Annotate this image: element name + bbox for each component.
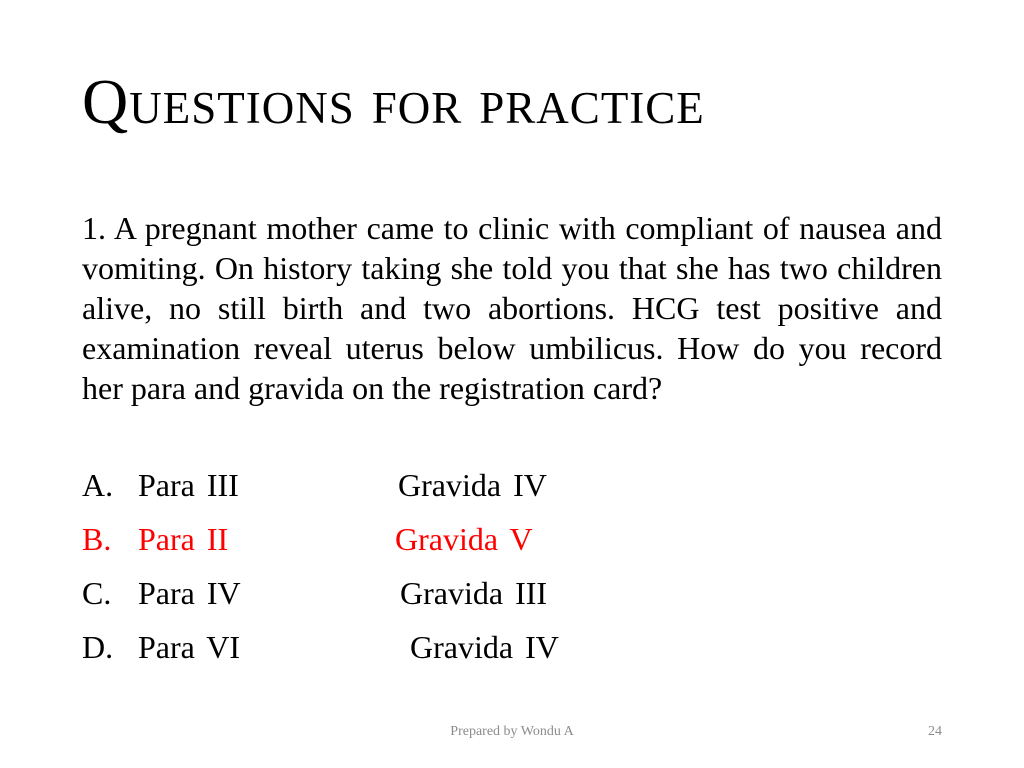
option-gravida: Gravida V [395, 521, 533, 557]
option-letter: D. [82, 629, 114, 665]
option-gravida: Gravida IV [398, 467, 547, 503]
option-para: Para III [138, 467, 239, 503]
option-c [82, 566, 782, 620]
option-b [82, 512, 782, 566]
option-para: Para VI [138, 629, 241, 665]
option-letter: B. [82, 521, 112, 557]
footer-text: Prepared by Wondu A [450, 724, 574, 739]
option-gravida: Gravida IV [410, 629, 559, 665]
option-para: Para II [138, 521, 229, 557]
answer-options [82, 458, 782, 674]
question-text: 1. A pregnant mother came to clinic with compliant of nausea and vomiting. On history taking she told you that she has two children alive, no still birth and two abortions. HCG test positive and examination reveal uterus below umbilicus. How do you record her para and gravida on the registration card? [82, 210, 942, 406]
option-a [82, 458, 782, 512]
option-letter: C. [82, 575, 112, 611]
option-para: Para IV [138, 575, 241, 611]
option-letter: A. [82, 467, 114, 503]
option-d [82, 620, 782, 674]
slide-title: Questions for practice [82, 66, 705, 137]
option-gravida: Gravida III [400, 575, 548, 611]
page-number: 24 [928, 724, 942, 739]
